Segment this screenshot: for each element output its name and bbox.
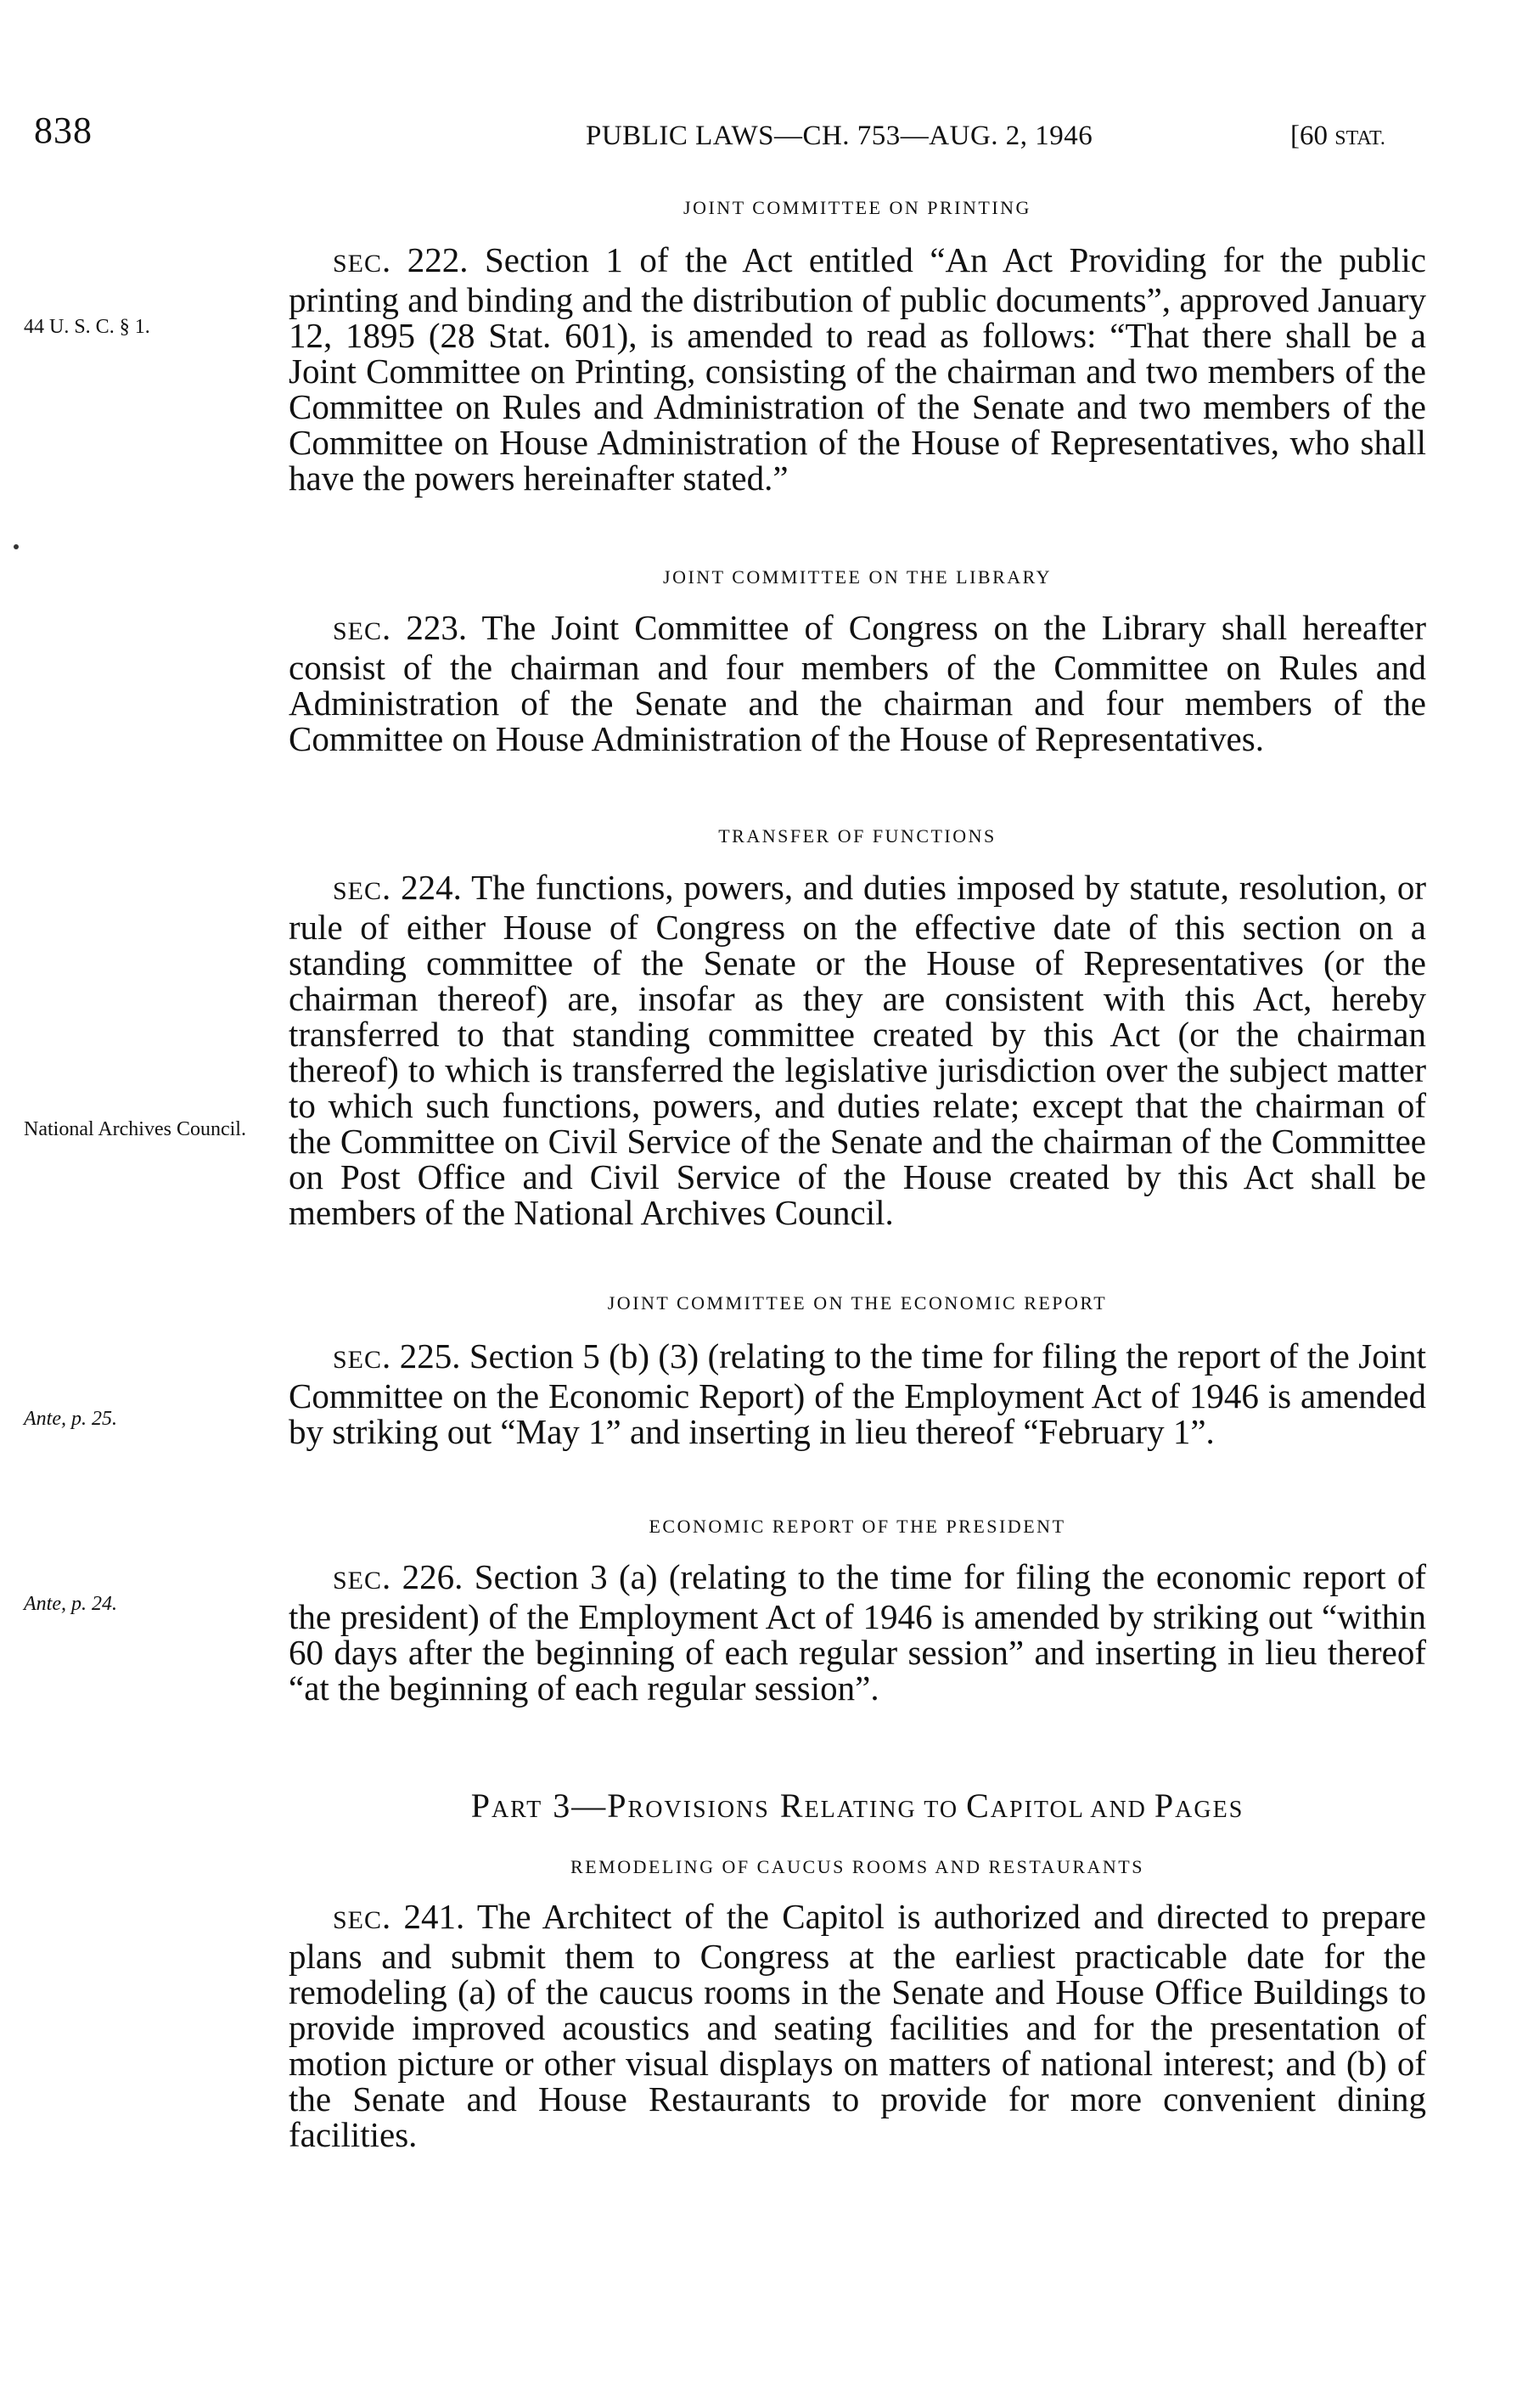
- section-body: The Architect of the Capitol is authorized and directed to prepare plans and submit them to Congress at the earliest practicable date for the remodeling (a) of the caucus rooms in the Senate and House Office Buildings to provide improved acoustics and seating facilities and for the presentation of motion picture or other visual displays on matters of national interest; and (b) of the Senate and House Restaurants to provide for more convenient dining facilities.: [289, 1897, 1426, 2154]
- section-225: [289, 1338, 1426, 1449]
- running-title: PUBLIC LAWS—CH. 753—AUG. 2, 1946: [586, 121, 1093, 151]
- section-224: [289, 869, 1426, 1230]
- page-number: 838: [34, 110, 93, 151]
- margin-note-usc: 44 U. S. C. § 1.: [24, 316, 150, 338]
- section-number: . 226.: [382, 1557, 463, 1596]
- volume-number: [60: [1290, 121, 1335, 151]
- section-label: SEC: [333, 1906, 383, 1934]
- section-heading-printing: JOINT COMMITTEE ON PRINTING: [683, 197, 1031, 218]
- page-mark: [14, 544, 19, 549]
- section-label: SEC: [333, 1346, 383, 1374]
- section-heading-president: ECONOMIC REPORT OF THE PRESIDENT: [649, 1516, 1066, 1537]
- margin-note-ante-25: Ante, p. 25.: [24, 1408, 117, 1430]
- section-body: Section 5 (b) (3) (relating to the time for filing the report of the Joint Committee on the Economic Report) of the Employment Act of 1946 is amended by striking out “May 1” and inserting in lieu thereof “February 1”.: [289, 1336, 1427, 1451]
- part-title: PART 3—PROVISIONS RELATING TO CAPITOL AND PAGES: [470, 1786, 1244, 1825]
- section-heading-remodeling: REMODELING OF CAUCUS ROOMS AND RESTAURANTS: [570, 1856, 1144, 1877]
- section-number: . 223.: [382, 608, 468, 647]
- section-241: [289, 1899, 1426, 2152]
- section-number: . 224.: [382, 868, 462, 907]
- section-body: Section 1 of the Act entitled “An Act Providing for the public printing and binding and the distribution of public documents”, approved January 12, 1895 (28 Stat. 601), is amended to read as follows: “That there shall be a Joint Committee on Printing, consisting of the chairman and two members of the Committee on Rules and Administration of the Senate and two members of the Committee on House Administration of the House of Representatives, who shall have the powers hereinafter stated.”: [289, 240, 1426, 498]
- section-body: Section 3 (a) (relating to the time for filing the economic report of the president) of the Employment Act of 1946 is amended by striking out “within 60 days after the beginning of each regular session” and inserting in lieu thereof “at the beginning of each regular session”.: [289, 1557, 1427, 1708]
- margin-note-ante-24: Ante, p. 24.: [24, 1593, 117, 1615]
- volume-label: STAT.: [1334, 127, 1385, 149]
- section-label: SEC: [333, 617, 383, 645]
- margin-note-archives: National Archives Council.: [24, 1118, 246, 1140]
- section-heading-transfer: TRANSFER OF FUNCTIONS: [718, 825, 997, 847]
- section-number: . 225.: [382, 1336, 461, 1376]
- section-heading-economic-report: JOINT COMMITTEE ON THE ECONOMIC REPORT: [607, 1292, 1108, 1314]
- section-body: The Joint Committee of Congress on the Library shall hereafter consist of the chairman and four members of the Committee on Rules and Administration of the Senate and the chairman and four members of the Committee on House Administration of the House of Representatives.: [289, 608, 1426, 758]
- section-number: . 241.: [382, 1897, 465, 1936]
- section-label: SEC: [333, 1567, 383, 1595]
- section-label: SEC: [333, 877, 383, 905]
- section-226: [289, 1559, 1426, 1706]
- section-body: The functions, powers, and duties imposed by statute, resolution, or rule of either House of Congress on the effective date of this section on a standing committee of the Senate or the House of Representatives (or the chairman thereof) are, insofar as they are consistent with this Act, hereby transferred to that standing committee created by this Act (or the chairman thereof) to which is transferred the legislative jurisdiction over the subject matter to which such functions, powers, and duties relate; except that the chairman of the Committee on Civil Service of the Senate and the chairman of the Committee on Post Office and Civil Service of the House created by this Act shall be members of the National Archives Council.: [289, 868, 1427, 1232]
- section-222: [289, 242, 1426, 496]
- section-heading-library: JOINT COMMITTEE ON THE LIBRARY: [663, 566, 1052, 588]
- section-label: SEC: [333, 250, 383, 278]
- section-number: . 222.: [382, 240, 469, 279]
- section-223: [289, 610, 1426, 757]
- volume-reference: [1290, 121, 1385, 152]
